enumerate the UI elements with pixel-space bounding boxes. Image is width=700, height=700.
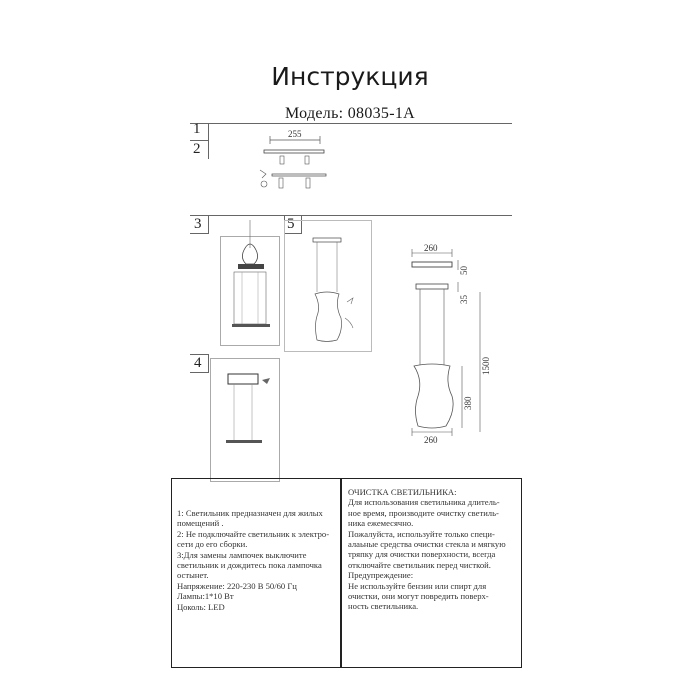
note-line: остынет. — [177, 570, 209, 581]
step-5-illustration — [295, 232, 365, 347]
shade-width-label: 260 — [424, 435, 438, 445]
step-3-number: 3 — [194, 216, 202, 232]
step-3-box-bottom — [190, 233, 208, 234]
cleaning-line: Предупреждение: — [348, 570, 414, 581]
page-title: Инструкция — [271, 62, 429, 91]
cleaning-heading: ОЧИСТКА СВЕТИЛЬНИКА: — [348, 487, 457, 497]
step-3-box-right — [208, 215, 209, 234]
step-4-box-right — [208, 354, 209, 373]
canopy-height-label: 50 — [459, 266, 469, 275]
step-1-2-divider — [190, 140, 208, 141]
canopy-width-label: 260 — [424, 243, 438, 253]
dimension-drawing — [390, 240, 500, 445]
step-1-2-vline — [208, 123, 209, 159]
note-line: сети до его сборки. — [177, 539, 248, 550]
step-5-number: 5 — [287, 216, 295, 232]
canopy — [412, 262, 452, 267]
header-divider — [190, 123, 512, 124]
rod-height-label: 35 — [459, 295, 469, 304]
cleaning-line: ника ежемесячно. — [348, 518, 414, 529]
step-2-number: 2 — [193, 141, 201, 157]
cleaning-box — [341, 478, 522, 668]
note-line: помещений . — [177, 518, 224, 529]
step-4-illustration — [212, 370, 282, 460]
note-line: Напряжение: 220-230 В 50/60 Гц — [177, 580, 297, 591]
step-4-number: 4 — [194, 355, 202, 371]
mount-width-label: 255 — [288, 129, 302, 139]
model-number: Модель: 08035-1A — [284, 105, 416, 122]
note-line: 2: Не подключайте светильник к электро- — [177, 528, 330, 539]
cleaning-line: ное время, производите очистку светиль- — [348, 507, 499, 518]
notes-box — [171, 478, 341, 668]
cleaning-line: алаьные средства очистки стекла и мягкую — [348, 539, 506, 550]
step-4-box-bottom — [190, 372, 208, 373]
note-line: Лампы:1*10 Вт — [177, 591, 234, 602]
cleaning-line: Не используйте бензин или спирт для — [348, 580, 487, 591]
cleaning-line: очистки, они могут повредить поверх- — [348, 591, 489, 602]
top-rod-holder — [416, 284, 448, 289]
shade-height-label: 380 — [463, 396, 473, 410]
note-line: светильник и дождитесь пока лампочка — [177, 560, 322, 571]
mounting-bar — [264, 150, 324, 153]
glass-shade — [414, 364, 453, 428]
total-height-label: 1500 — [481, 357, 491, 375]
section-divider-top — [190, 215, 512, 216]
note-line: 1: Светильник предназначен для жилых — [177, 508, 323, 518]
mounting-diagram — [250, 128, 340, 198]
step-3-illustration — [220, 220, 282, 345]
cleaning-line: ность светильника. — [348, 601, 419, 612]
cleaning-line: Пожалуйста, используйте только специ- — [348, 528, 495, 539]
cleaning-line: Для использования светильника длитель- — [348, 497, 500, 508]
cleaning-line: отключайте светильник перед чисткой. — [348, 559, 491, 570]
note-line: 3:Для замены лампочек выключите — [177, 549, 307, 560]
note-line: Цоколь: LED — [177, 601, 225, 612]
step-1-number: 1 — [193, 121, 201, 137]
cleaning-line: тряпку для очистки поверхности, всегда — [348, 549, 496, 560]
